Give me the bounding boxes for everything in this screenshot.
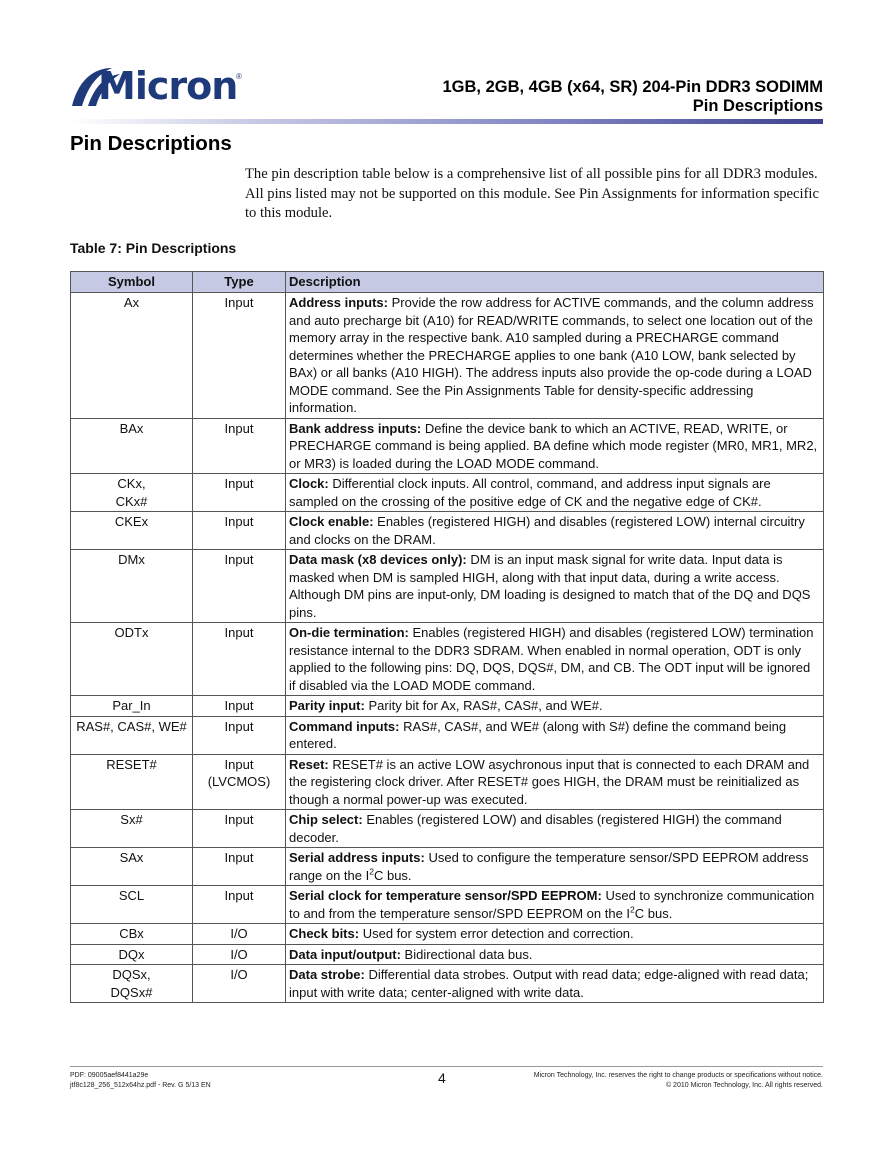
pin-description-cell [286, 512, 824, 550]
pin-type-cell [193, 754, 286, 810]
pin-description-label: Data input/output: [289, 946, 401, 962]
footer-copyright-line: © 2010 Micron Technology, Inc. All rights reserved. [665, 1082, 823, 1089]
pin-description-cell [286, 474, 824, 512]
pin-symbol-cell [71, 886, 193, 924]
pin-type-cell [193, 924, 286, 945]
pin-description-text: Used to synchronize communication to and from the temperature sensor/SPD EEPROM on the I [289, 888, 815, 921]
pin-description-text: Provide the row address for ACTIVE commands, and the column address and auto precharge bit (A10) for READ/WRITE commands, to select one location out of the memory array in the respective bank. A10 sampled during a PRECHARGE command determines whether the PRECHARGE applies to one bank (A10 LOW, bank selected by BAx) or all banks (A10 HIGH). The address inputs also provide the op-code during a LOAD MODE command. See the Pin Assignments Table for density-specific addressing information. [289, 295, 814, 415]
pin-type-cell [193, 550, 286, 623]
pin-description-label: Command inputs: [289, 718, 400, 734]
pin-description-label: Address inputs: [289, 295, 388, 310]
column-header-description: Description [286, 272, 824, 293]
pin-type-cell [193, 696, 286, 717]
pin-type: Input [224, 850, 254, 865]
pin-type: Input [224, 888, 254, 903]
table-row [71, 418, 824, 474]
header-title-line2: Pin Descriptions [692, 97, 823, 115]
footer-disclaimer: Micron Technology, Inc. reserves the right to change products or specifications without notice. [533, 1072, 823, 1079]
pin-symbol: CKEx [114, 514, 149, 529]
pin-description-cell [286, 886, 824, 924]
pin-description-cell [286, 623, 824, 696]
footer-pdf-id: PDF: 09005aef8441a29e [70, 1072, 149, 1079]
pin-description-cell [286, 810, 824, 848]
pin-symbol-cell [71, 512, 193, 550]
page-number: 4 [438, 1070, 446, 1086]
pin-symbol: RESET# [106, 756, 157, 772]
footer-document-info [70, 1071, 211, 1091]
table-row [71, 754, 824, 810]
pin-type-cell [193, 512, 286, 550]
table-row [71, 848, 824, 886]
micron-logo [68, 62, 246, 112]
footer-copyright [534, 1071, 823, 1091]
intro-paragraph: The pin description table below is a comprehensive list of all possible pins for all DDR3 modules. All pins listed may not be supported on this module. See Pin Assignments for information specific to this module. [245, 166, 819, 221]
pin-type-cell [193, 848, 286, 886]
pin-symbol-cell [71, 924, 193, 945]
pin-description-cell [286, 924, 824, 945]
pin-symbol-cell [71, 293, 193, 419]
pin-symbol-cell [71, 810, 193, 848]
pin-symbol: SAx [119, 850, 144, 865]
table-row [71, 512, 824, 550]
table-row [71, 623, 824, 696]
pin-symbol-complement: CKx# [115, 493, 148, 509]
pin-description-cell [286, 696, 824, 717]
pin-symbol-cell [71, 848, 193, 886]
pin-type: Input [224, 514, 254, 529]
table-row [71, 965, 824, 1003]
pin-symbol-cell [71, 716, 193, 754]
table-row [71, 550, 824, 623]
table-row [71, 944, 824, 965]
pin-description-label: Clock: [289, 476, 329, 491]
logo-wordmark: Micron [98, 64, 238, 108]
pin-symbol-cell [71, 754, 193, 810]
pin-symbol: CKx, [117, 476, 146, 491]
table-body [71, 293, 824, 1003]
table-row [71, 474, 824, 512]
table-row [71, 886, 824, 924]
pin-description-text: Bidirectional data bus. [404, 946, 533, 962]
pin-type-cell [193, 474, 286, 512]
pin-type-cell [193, 886, 286, 924]
pin-description-label: Clock enable: [289, 514, 374, 529]
footer-file-name: jtf8c128_256_512x64hz.pdf - Rev. G 5/13 EN [70, 1082, 211, 1089]
pin-description-text: RAS#, CAS#, and WE# (along with S#) define the command being entered. [289, 718, 787, 751]
table-header-row [71, 272, 824, 293]
pin-description-cell [286, 293, 824, 419]
pin-description-text: Enables (registered HIGH) and disables (registered LOW) internal circuitry and clocks on the DRAM. [289, 514, 805, 547]
pin-type: Input [224, 718, 254, 734]
pin-type: Input [224, 756, 254, 772]
pin-type: Input [224, 552, 254, 567]
pin-type: Input [224, 625, 254, 640]
pin-symbol: ODTx [114, 625, 149, 640]
pin-symbol-cell [71, 696, 193, 717]
pin-type: Input [224, 295, 254, 310]
pin-type: Input [224, 698, 254, 713]
pin-type: I/O [230, 946, 248, 962]
pin-description-cell [286, 754, 824, 810]
pin-type-cell [193, 716, 286, 754]
footer-divider [70, 1066, 823, 1067]
table-row [71, 924, 824, 945]
pin-type: Input [224, 420, 254, 436]
pin-description-label: Data strobe: [289, 967, 365, 982]
pin-description-label: Data mask (x8 devices only): [289, 552, 467, 567]
table-caption: Table 7: Pin Descriptions [70, 240, 237, 256]
pin-symbol: RAS#, CAS#, WE# [76, 718, 187, 734]
document-header-title [442, 78, 823, 116]
pin-symbol: BAx [119, 420, 144, 436]
pin-description-cell [286, 716, 824, 754]
table-row [71, 293, 824, 419]
pin-description-text: DM is an input mask signal for write data. Input data is masked when DM is sampled HIGH, along with that input data, during a write access. Although DM pins are input-only, DM loading is designed to match that of the DQ and DQS pins. [289, 552, 811, 620]
pin-symbol-cell [71, 623, 193, 696]
pin-description-text: Used for system error detection and correction. [362, 926, 634, 941]
pin-symbol-cell [71, 418, 193, 474]
pin-type-cell [193, 810, 286, 848]
pin-symbol-complement: DQSx# [110, 984, 153, 1000]
pin-description-text: Enables (registered LOW) and disables (registered HIGH) the command decoder. [289, 812, 782, 845]
pin-type-cell [193, 965, 286, 1003]
page-heading: Pin Descriptions [70, 132, 232, 155]
table-row [71, 716, 824, 754]
pin-description-text: Differential clock inputs. All control, command, and address input signals are sampled on the crossing of the positive edge of CK and the negative edge of CK#. [289, 476, 771, 509]
pin-description-label: Serial clock for temperature sensor/SPD EEPROM: [289, 888, 602, 903]
pin-symbol: CBx [119, 926, 144, 941]
pin-description-text: RESET# is an active LOW asychronous input that is connected to each DRAM and the registering clock driver. After RESET# goes HIGH, the DRAM must be reinitialized as though a normal power-up was executed. [289, 756, 810, 807]
logo-registered-mark: ® [236, 72, 242, 81]
pin-description-cell [286, 965, 824, 1003]
pin-type-cell [193, 623, 286, 696]
column-header-symbol: Symbol [71, 272, 193, 293]
column-header-type: Type [193, 272, 286, 293]
pin-symbol: DMx [118, 552, 145, 567]
table-row [71, 696, 824, 717]
pin-type: I/O [230, 926, 248, 941]
pin-symbol: DQSx, [112, 967, 151, 982]
pin-type: Input [224, 812, 254, 827]
pin-description-cell [286, 944, 824, 965]
pin-symbol-cell [71, 474, 193, 512]
pin-description-text: Enables (registered HIGH) and disables (registered LOW) termination resistance internal to the DDR3 SDRAM. When enabled in normal operation, ODT is only applied to the following pins: DQ, DQS, DQS#, DM, and CB. The ODT input will be ignored if disabled via the LOAD MODE command. [289, 625, 814, 693]
pin-type: I/O [230, 967, 248, 982]
pin-description-label: Parity input: [289, 698, 365, 713]
header-title-line1: 1GB, 2GB, 4GB (x64, SR) 204-Pin DDR3 SODIMM [442, 78, 823, 96]
pin-description-text: Define the device bank to which an ACTIVE, READ, WRITE, or PRECHARGE command is being applied. BA define which mode register (MR0, MR1, MR2, or MR3) is loaded during the LOAD MODE command. [289, 420, 818, 471]
pin-type-detail: (LVCMOS) [207, 774, 271, 789]
pin-description-label: On-die termination: [289, 625, 409, 640]
pin-description-label: Bank address inputs: [289, 420, 422, 436]
pin-description-text: Parity bit for Ax, RAS#, CAS#, and WE#. [368, 698, 603, 713]
pin-symbol: Par_In [112, 698, 151, 713]
pin-description-text: Used to configure the temperature sensor/SPD EEPROM address range on the I [289, 850, 809, 883]
pin-type: Input [224, 476, 254, 491]
pin-description-label: Reset: [289, 756, 329, 772]
pin-description-text: Differential data strobes. Output with read data; edge-aligned with read data; input with write data; center-aligned with write data. [289, 967, 809, 1000]
pin-description-cell [286, 418, 824, 474]
pin-descriptions-table [70, 271, 824, 1003]
pin-symbol-cell [71, 944, 193, 965]
pin-symbol: SCL [118, 888, 145, 903]
pin-symbol-cell [71, 550, 193, 623]
pin-description-cell [286, 848, 824, 886]
pin-description-text-after: C bus. [634, 905, 673, 921]
superscript: 2 [369, 866, 374, 877]
superscript: 2 [630, 904, 635, 915]
pin-symbol: Ax [123, 295, 140, 310]
pin-description-text-after: C bus. [373, 867, 412, 883]
pin-type-cell [193, 418, 286, 474]
pin-description-cell [286, 550, 824, 623]
header-gradient-bar [70, 119, 823, 124]
pin-description-label: Check bits: [289, 926, 360, 941]
table-row [71, 810, 824, 848]
pin-type-cell [193, 293, 286, 419]
pin-symbol-cell [71, 965, 193, 1003]
pin-description-label: Chip select: [289, 812, 363, 827]
pin-description-label: Serial address inputs: [289, 850, 425, 865]
pin-type-cell [193, 944, 286, 965]
pin-symbol: Sx# [120, 812, 143, 827]
pin-symbol: DQx [118, 946, 145, 962]
